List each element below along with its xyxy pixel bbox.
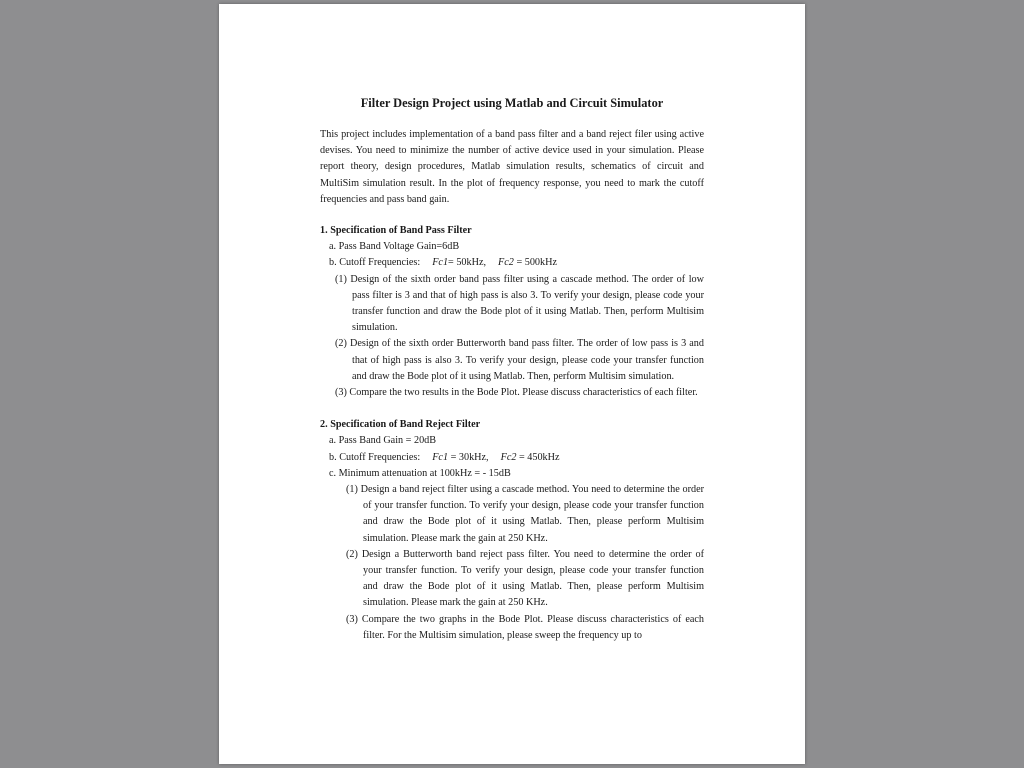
section2-fc1-value: = 30kHz, xyxy=(448,451,489,463)
section2-heading: 2. Specification of Band Reject Filter xyxy=(320,419,481,431)
section1-fc2-label: Fc2 xyxy=(498,257,514,269)
section1-heading: 1. Specification of Band Pass Filter xyxy=(320,225,472,237)
section2-spec-b-prefix: b. Cutoff Frequencies: xyxy=(329,451,421,463)
section1-spec-a: a. Pass Band Voltage Gain=6dB xyxy=(329,241,460,253)
section1-item1: (1) Design of the sixth order band pass filter using a cascade method. The order of low pass filter is 3 and that of high pass is also 3. To verify your design, please code your transfer function and draw the Bode plot of it using Matlab. Then, perform Multisim simulation. xyxy=(335,273,704,334)
section1-spec-b xyxy=(320,255,704,271)
section2-item3: (3) Compare the two graphs in the Bode Plot. Please discuss characteristics of each filter. For the Multisim simulation, please sweep the frequency up to xyxy=(346,613,704,641)
section2-fc2-value: = 450kHz xyxy=(516,451,560,463)
section2-spec-c: c. Minimum attenuation at 100kHz = - 15dB xyxy=(329,467,511,479)
section2-item1: (1) Design a band reject filter using a cascade method. You need to determine the order of your transfer function. To verify your design, please code your transfer function and draw the Bode plot of it using Matlab. Then, please perform Multisim simulation. Please mark the gain at 250 KHz. xyxy=(346,484,704,544)
section1-spec-b-prefix: b. Cutoff Frequencies: xyxy=(329,257,421,269)
document-title: Filter Design Project using Matlab and Circuit Simulator xyxy=(360,96,664,110)
intro-paragraph: This project includes implementation of a band pass filter and a band reject filer using active devises. You need to minimize the number of active device used in your simulation. Please report theory, design procedures, Matlab simulation results, schematics of circuit and MultiSim simulation result. In the plot of frequency response, you need to mark the cutoff frequencies and pass band gain. xyxy=(320,129,704,205)
section2-spec-b xyxy=(320,450,704,466)
document-body xyxy=(320,95,704,644)
section2-item2: (2) Design a Butterworth band reject pass filter. You need to determine the order of your transfer function. To verify your design, please code your transfer function and draw the Bode plot of it using Matlab. Then, please perform Multisim simulation. Please mark the gain at 250 KHz. xyxy=(346,548,704,609)
section2-spec-a: a. Pass Band Gain = 20dB xyxy=(329,435,437,447)
section1-fc1-value: = 50kHz, xyxy=(448,257,487,269)
section1-item2: (2) Design of the sixth order Butterworth band pass filter. The order of low pass is 3 and that of high pass is also 3. To verify your design, please code your transfer function and draw the Bode plot of it using Matlab. Then, perform Multisim simulation. xyxy=(335,338,704,382)
section2-fc2-label: Fc2 xyxy=(500,451,517,463)
section1-fc1-label: Fc1 xyxy=(432,257,449,269)
section2-fc1-label: Fc1 xyxy=(432,451,449,463)
section1-item3: (3) Compare the two results in the Bode Plot. Please discuss characteristics of each filter. xyxy=(335,387,698,399)
document-page xyxy=(219,4,805,764)
section1-fc2-value: = 500kHz xyxy=(513,257,557,269)
